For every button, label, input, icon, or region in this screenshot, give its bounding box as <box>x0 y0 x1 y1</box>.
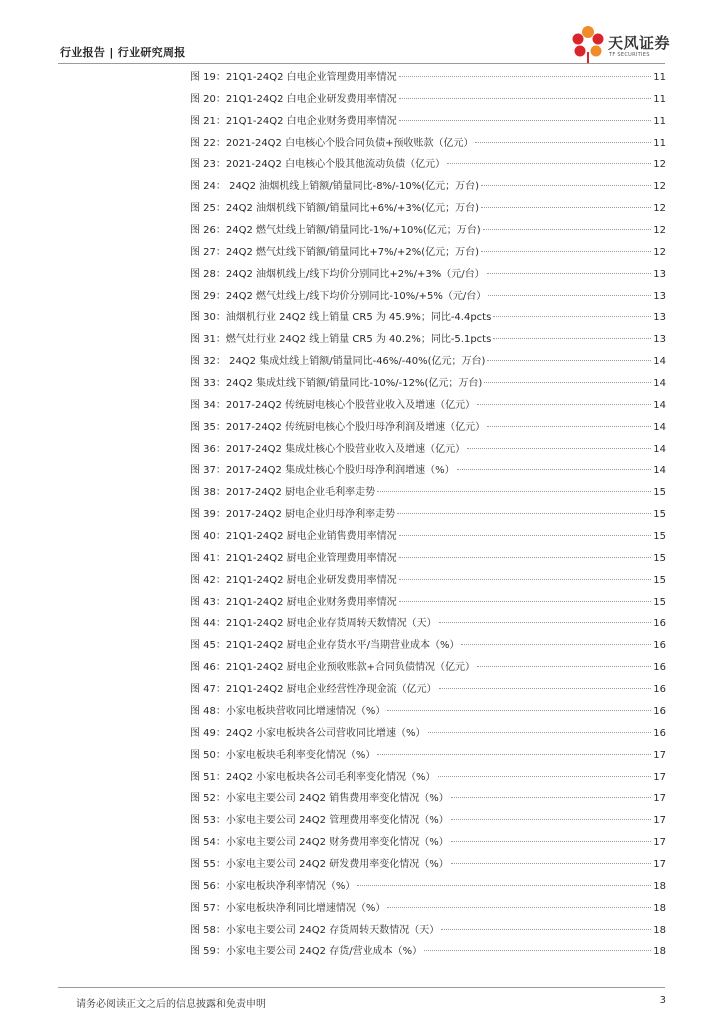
toc-dot-leader <box>481 185 651 186</box>
toc-entry[interactable] <box>190 832 666 854</box>
toc-entry-page: 17 <box>653 771 666 783</box>
toc-entry-page: 17 <box>653 793 666 805</box>
brand-logo <box>568 22 678 66</box>
toc-dot-leader <box>439 622 652 623</box>
toc-entry-label: 图 43：21Q1-24Q2 厨电企业财务费用率情况 <box>190 596 397 608</box>
toc-entry-label: 图 34：2017-24Q2 传统厨电核心个股营业收入及增速（亿元） <box>190 399 476 411</box>
toc-entry-label: 图 20：21Q1-24Q2 白电企业研发费用率情况 <box>190 93 397 105</box>
toc-entry-label: 图 54：小家电主要公司 24Q2 财务费用率变化情况（%） <box>190 837 449 849</box>
toc-entry-page: 17 <box>653 815 666 827</box>
toc-dot-leader <box>477 666 651 667</box>
toc-entry[interactable] <box>190 264 666 286</box>
toc-entry-page: 15 <box>653 552 666 564</box>
toc-entry-label: 图 29：24Q2 燃气灶线上/线下均价分别同比-10%/+5%（元/台） <box>190 290 487 302</box>
toc-entry-page: 11 <box>653 93 666 105</box>
toc-entry[interactable] <box>190 242 666 264</box>
toc-entry-label: 图 58：小家电主要公司 24Q2 存货周转天数情况（天） <box>190 924 440 936</box>
toc-entry-page: 12 <box>653 225 666 237</box>
toc-dot-leader <box>451 797 652 798</box>
toc-dot-leader <box>399 98 652 99</box>
toc-entry-label: 图 31：燃气灶行业 24Q2 线上销量 CR5 为 40.2%；同比-5.1pcts <box>190 334 492 346</box>
toc-dot-leader <box>397 513 651 514</box>
toc-entry-label: 图 21：21Q1-24Q2 白电企业财务费用率情况 <box>190 115 397 127</box>
toc-entry[interactable] <box>190 220 666 242</box>
toc-entry[interactable] <box>190 592 666 614</box>
toc-entry-label: 图 56：小家电板块净利率情况（%） <box>190 880 356 892</box>
toc-entry-page: 13 <box>653 312 666 324</box>
toc-dot-leader <box>387 710 651 711</box>
toc-entry-label: 图 45：21Q1-24Q2 厨电企业存货水平/当期营业成本（%） <box>190 640 460 652</box>
toc-dot-leader <box>428 732 652 733</box>
toc-entry[interactable] <box>190 395 666 417</box>
toc-entry[interactable] <box>190 373 666 395</box>
toc-dot-leader <box>451 841 652 842</box>
brand-name-en: TF SECURITIES <box>609 52 650 58</box>
toc-entry-page: 17 <box>653 858 666 870</box>
toc-entry[interactable] <box>190 482 666 504</box>
toc-dot-leader <box>387 907 651 908</box>
toc-entry[interactable] <box>190 701 666 723</box>
toc-dot-leader <box>487 426 651 427</box>
toc-entry-label: 图 27：24Q2 燃气灶线下销额/销量同比+7%/+2%(亿元；万台) <box>190 246 480 258</box>
toc-dot-leader <box>457 469 652 470</box>
footer-divider <box>58 987 665 988</box>
toc-entry-label: 图 48：小家电板块营收同比增速情况（%） <box>190 705 386 717</box>
toc-entry-page: 12 <box>653 159 666 171</box>
toc-entry[interactable] <box>190 417 666 439</box>
brand-name: 天风证券 <box>608 34 671 52</box>
toc-dot-leader <box>447 163 651 164</box>
toc-entry-page: 17 <box>653 749 666 761</box>
toc-entry[interactable] <box>190 876 666 898</box>
toc-entry-page: 16 <box>653 618 666 630</box>
toc-dot-leader <box>424 950 651 951</box>
toc-entry[interactable] <box>190 745 666 767</box>
toc-entry[interactable] <box>190 176 666 198</box>
toc-entry[interactable] <box>190 679 666 701</box>
toc-entry-label: 图 52：小家电主要公司 24Q2 销售费用率变化情况（%） <box>190 793 449 805</box>
toc-dot-leader <box>483 229 652 230</box>
toc-entry-label: 图 36：2017-24Q2 集成灶核心个股营业收入及增速（亿元） <box>190 443 466 455</box>
toc-entry[interactable] <box>190 788 666 810</box>
toc-entry-page: 16 <box>653 727 666 739</box>
toc-entry-page: 11 <box>653 115 666 127</box>
toc-entry[interactable] <box>190 526 666 548</box>
toc-dot-leader <box>488 295 651 296</box>
toc-entry-page: 14 <box>653 378 666 390</box>
toc-entry[interactable] <box>190 898 666 920</box>
toc-entry-label: 图 24： 24Q2 油烟机线上销额/销量同比-8%/-10%(亿元；万台) <box>190 181 480 193</box>
toc-entry[interactable] <box>190 723 666 745</box>
toc-entry-label: 图 26：24Q2 燃气灶线上销额/销量同比-1%/+10%(亿元；万台) <box>190 225 481 237</box>
toc-entry-page: 18 <box>653 946 666 958</box>
toc-dot-leader <box>377 491 651 492</box>
toc-entry-label: 图 53：小家电主要公司 24Q2 管理费用率变化情况（%） <box>190 815 449 827</box>
toc-entry[interactable] <box>190 657 666 679</box>
toc-entry-page: 15 <box>653 574 666 586</box>
toc-entry[interactable] <box>190 133 666 155</box>
toc-dot-leader <box>399 557 652 558</box>
toc-entry-page: 18 <box>653 924 666 936</box>
toc-dot-leader <box>481 251 651 252</box>
toc-entry-label: 图 19：21Q1-24Q2 白电企业管理费用率情况 <box>190 72 397 83</box>
toc-dot-leader <box>399 535 652 536</box>
toc-entry[interactable] <box>190 460 666 482</box>
toc-entry-label: 图 22：2021-24Q2 白电核心个股合同负债+预收账款（亿元） <box>190 137 474 149</box>
toc-entry[interactable] <box>190 154 666 176</box>
toc-dot-leader <box>487 273 652 274</box>
toc-entry-page: 11 <box>653 72 666 83</box>
toc-entry-page: 12 <box>653 203 666 215</box>
toc-dot-leader <box>493 316 651 317</box>
toc-entry-label: 图 33：24Q2 集成灶线下销额/销量同比-10%/-12%(亿元；万台) <box>190 378 483 390</box>
toc-dot-leader <box>399 601 652 602</box>
toc-entry-label: 图 38：2017-24Q2 厨电企业毛利率走势 <box>190 487 376 499</box>
toc-entry-label: 图 42：21Q1-24Q2 厨电企业研发费用率情况 <box>190 574 397 586</box>
toc-entry[interactable] <box>190 548 666 570</box>
toc-dot-leader <box>493 338 651 339</box>
toc-entry[interactable] <box>190 198 666 220</box>
toc-entry-page: 14 <box>653 443 666 455</box>
flower-logo-icon <box>568 22 608 66</box>
toc-entry-label: 图 50：小家电板块毛利率变化情况（%） <box>190 749 376 761</box>
toc-entry-page: 16 <box>653 662 666 674</box>
page-number: 3 <box>659 995 666 1006</box>
toc-entry-label: 图 35：2017-24Q2 传统厨电核心个股归母净利润及增速（亿元） <box>190 421 486 433</box>
toc-entry-label: 图 51：24Q2 小家电板块各公司毛利率变化情况（%） <box>190 771 436 783</box>
toc-entry-label: 图 25：24Q2 油烟机线下销额/销量同比+6%/+3%(亿元；万台) <box>190 203 480 215</box>
toc-dot-leader <box>399 120 652 121</box>
toc-entry-page: 15 <box>653 596 666 608</box>
toc-entry-label: 图 37：2017-24Q2 集成灶核心个股归母净利润增速（%） <box>190 465 455 477</box>
toc-entry[interactable] <box>190 351 666 373</box>
footer-disclaimer: 请务必阅读正文之后的信息披露和免责申明 <box>76 999 266 1010</box>
toc-dot-leader <box>467 448 651 449</box>
toc-entry-page: 11 <box>653 137 666 149</box>
toc-dot-leader <box>477 404 651 405</box>
toc-entry-page: 18 <box>653 880 666 892</box>
toc-entry-label: 图 44：21Q1-24Q2 厨电企业存货周转天数情况（天） <box>190 618 437 630</box>
toc-dot-leader <box>451 863 652 864</box>
toc-entry-page: 14 <box>653 465 666 477</box>
toc-entry-page: 16 <box>653 640 666 652</box>
toc-entry-page: 14 <box>653 421 666 433</box>
toc-dot-leader <box>399 76 652 77</box>
toc-entry[interactable] <box>190 854 666 876</box>
toc-dot-leader <box>461 644 651 645</box>
figure-list <box>190 67 666 963</box>
toc-entry-page: 13 <box>653 290 666 302</box>
toc-entry[interactable] <box>190 570 666 592</box>
toc-entry-label: 图 28：24Q2 油烟机线上/线下均价分别同比+2%/+3%（元/台） <box>190 268 485 280</box>
toc-entry[interactable] <box>190 613 666 635</box>
toc-dot-leader <box>451 819 652 820</box>
toc-entry-page: 15 <box>653 531 666 543</box>
toc-entry[interactable] <box>190 810 666 832</box>
toc-entry-label: 图 40：21Q1-24Q2 厨电企业销售费用率情况 <box>190 531 397 543</box>
toc-entry-page: 13 <box>653 268 666 280</box>
toc-entry-page: 17 <box>653 837 666 849</box>
toc-entry-label: 图 39：2017-24Q2 厨电企业归母净利率走势 <box>190 509 396 521</box>
toc-entry[interactable] <box>190 767 666 789</box>
toc-entry-page: 15 <box>653 509 666 521</box>
toc-entry[interactable] <box>190 635 666 657</box>
toc-dot-leader <box>481 207 651 208</box>
toc-dot-leader <box>357 885 651 886</box>
toc-entry-label: 图 49：24Q2 小家电板块各公司营收同比增速（%） <box>190 727 426 739</box>
toc-dot-leader <box>487 360 651 361</box>
toc-entry[interactable] <box>190 329 666 351</box>
toc-entry-label: 图 55：小家电主要公司 24Q2 研发费用率变化情况（%） <box>190 858 449 870</box>
toc-dot-leader <box>399 579 652 580</box>
toc-entry-page: 16 <box>653 705 666 717</box>
toc-dot-leader <box>475 142 651 143</box>
toc-entry-label: 图 59：小家电主要公司 24Q2 存货/营业成本（%） <box>190 946 423 958</box>
toc-entry[interactable] <box>190 111 666 133</box>
toc-entry[interactable] <box>190 920 666 942</box>
toc-dot-leader <box>484 382 651 383</box>
toc-entry[interactable] <box>190 307 666 329</box>
toc-dot-leader <box>441 929 651 930</box>
toc-entry-page: 15 <box>653 487 666 499</box>
toc-entry[interactable] <box>190 941 666 963</box>
toc-dot-leader <box>377 754 651 755</box>
toc-entry-page: 14 <box>653 399 666 411</box>
toc-entry-page: 13 <box>653 334 666 346</box>
toc-dot-leader <box>439 688 652 689</box>
toc-entry-label: 图 46：21Q1-24Q2 厨电企业预收账款+合同负债情况（亿元） <box>190 662 475 674</box>
toc-entry[interactable] <box>190 286 666 308</box>
toc-entry-label: 图 41：21Q1-24Q2 厨电企业管理费用率情况 <box>190 552 397 564</box>
toc-entry-label: 图 30：油烟机行业 24Q2 线上销量 CR5 为 45.9%；同比-4.4pcts <box>190 312 492 324</box>
toc-entry-label: 图 23：2021-24Q2 白电核心个股其他流动负债（亿元） <box>190 159 446 171</box>
toc-entry[interactable] <box>190 67 666 89</box>
toc-entry-page: 12 <box>653 181 666 193</box>
header-divider <box>58 63 665 64</box>
toc-dot-leader <box>438 776 652 777</box>
toc-entry[interactable] <box>190 439 666 461</box>
toc-entry-label: 图 57：小家电板块净利同比增速情况（%） <box>190 902 386 914</box>
toc-entry-page: 16 <box>653 684 666 696</box>
toc-entry-page: 18 <box>653 902 666 914</box>
toc-entry-label: 图 32： 24Q2 集成灶线上销额/销量同比-46%/-40%(亿元；万台) <box>190 356 486 368</box>
toc-entry[interactable] <box>190 504 666 526</box>
toc-entry-page: 12 <box>653 246 666 258</box>
report-section-header: 行业报告 | 行业研究周报 <box>60 46 186 59</box>
toc-entry-label: 图 47：21Q1-24Q2 厨电企业经营性净现金流（亿元） <box>190 684 437 696</box>
toc-entry-page: 14 <box>653 356 666 368</box>
toc-entry[interactable] <box>190 89 666 111</box>
